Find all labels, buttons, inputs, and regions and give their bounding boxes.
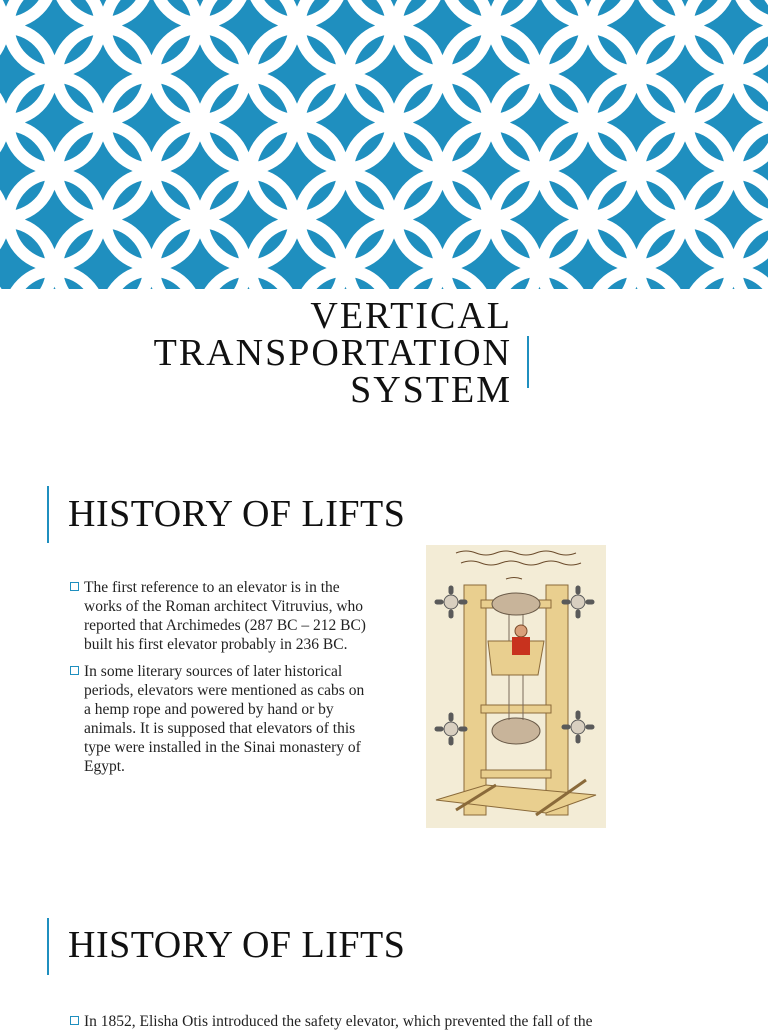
title-line-1: VERTICAL (310, 295, 512, 337)
pattern-banner (0, 0, 768, 289)
list-item (69, 578, 369, 654)
title-line-2: TRANSPORTATION (153, 332, 512, 374)
slide-title (100, 295, 512, 411)
title-accent-bar (527, 336, 529, 388)
section1-accent-bar (47, 486, 49, 543)
medieval-hoist-illustration (426, 545, 606, 828)
list-item (69, 662, 369, 776)
list-item (69, 1012, 768, 1031)
square-bullet-icon (70, 666, 79, 675)
square-bullet-icon (70, 582, 79, 591)
bullet-text: In some literary sources of later historical periods, elevators were mentioned as cabs on a hemp rope and powered by hand or by animals. It is supposed that elevators of this type were installed in the Sinai monastery of Egypt. (84, 663, 365, 775)
bullet-text: In 1852, Elisha Otis introduced the safety elevator, which prevented the fall of the (84, 1013, 593, 1030)
bullet-text: The first reference to an elevator is in the works of the Roman architect Vitruvius, who reported that Archimedes (287 BC – 212 BC) built his first elevator probably in 236 BC. (84, 579, 366, 653)
section1-heading: HISTORY OF LIFTS (68, 493, 406, 535)
section2-accent-bar (47, 918, 49, 975)
title-line-3: SYSTEM (350, 369, 512, 411)
section2-heading: HISTORY OF LIFTS (68, 924, 406, 966)
section1-bullet-list (69, 578, 369, 784)
